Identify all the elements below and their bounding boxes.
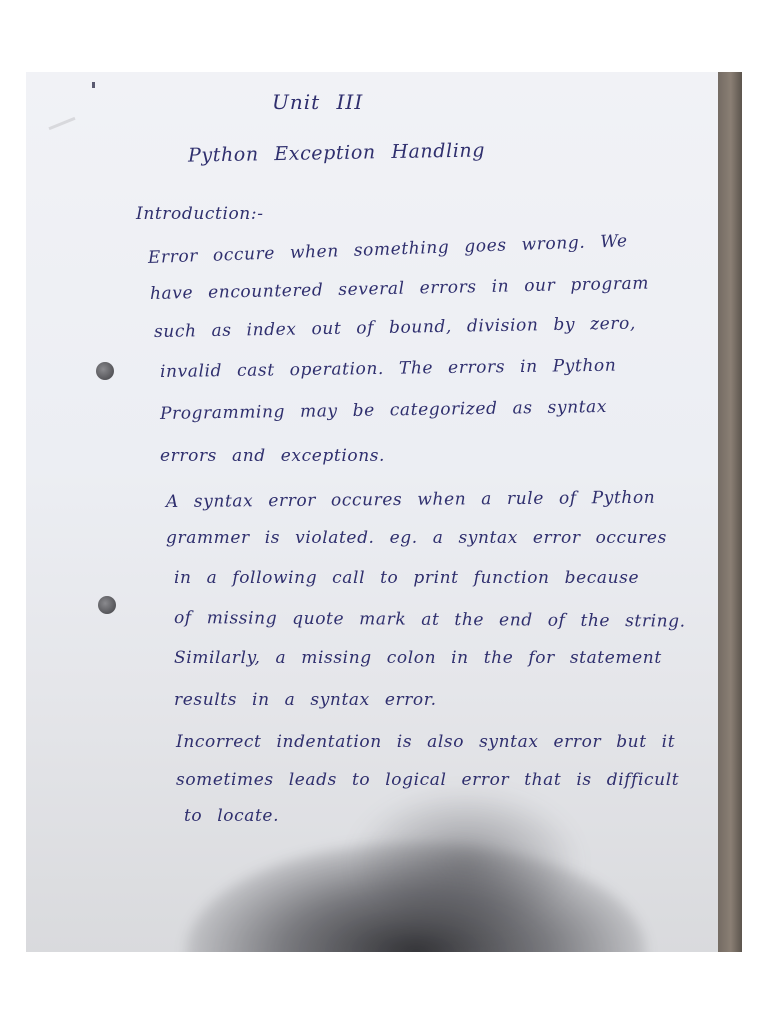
text-line: Incorrect indentation is also syntax error but it [176,732,676,752]
text-line: have encountered several errors in our program [149,273,650,304]
text-line: A syntax error occures when a rule of Python [165,487,656,512]
notebook-photo [26,72,742,952]
hand-shadow [186,842,646,952]
pen-tick-mark [48,117,75,130]
text-line: errors and exceptions. [160,446,386,466]
section-heading: Introduction:- [136,204,264,224]
binder-hole [96,362,114,380]
notebook-page [26,72,718,952]
text-line: such as index out of bound, division by zero, [153,313,637,342]
text-line: Error occure when something goes wrong. We [147,231,628,268]
text-line: of missing quote mark at the end of the string. [173,608,686,632]
binder-hole [98,596,116,614]
text-line: in a following call to print function because [174,568,640,588]
text-line: grammer is violated. eg. a syntax error occures [166,528,667,548]
text-line: invalid cast operation. The errors in Python [159,355,617,382]
topic-title: Python Exception Handling [187,139,486,167]
text-line: results in a syntax error. [174,690,437,710]
page-edge [714,72,742,952]
text-line: Programming may be categorized as syntax [159,396,608,424]
unit-title: Unit III [272,90,364,114]
ink-dot [92,82,95,88]
text-line: Similarly, a missing colon in the for statement [174,648,662,668]
text-line: to locate. [184,806,280,826]
text-line: sometimes leads to logical error that is difficult [176,770,680,790]
